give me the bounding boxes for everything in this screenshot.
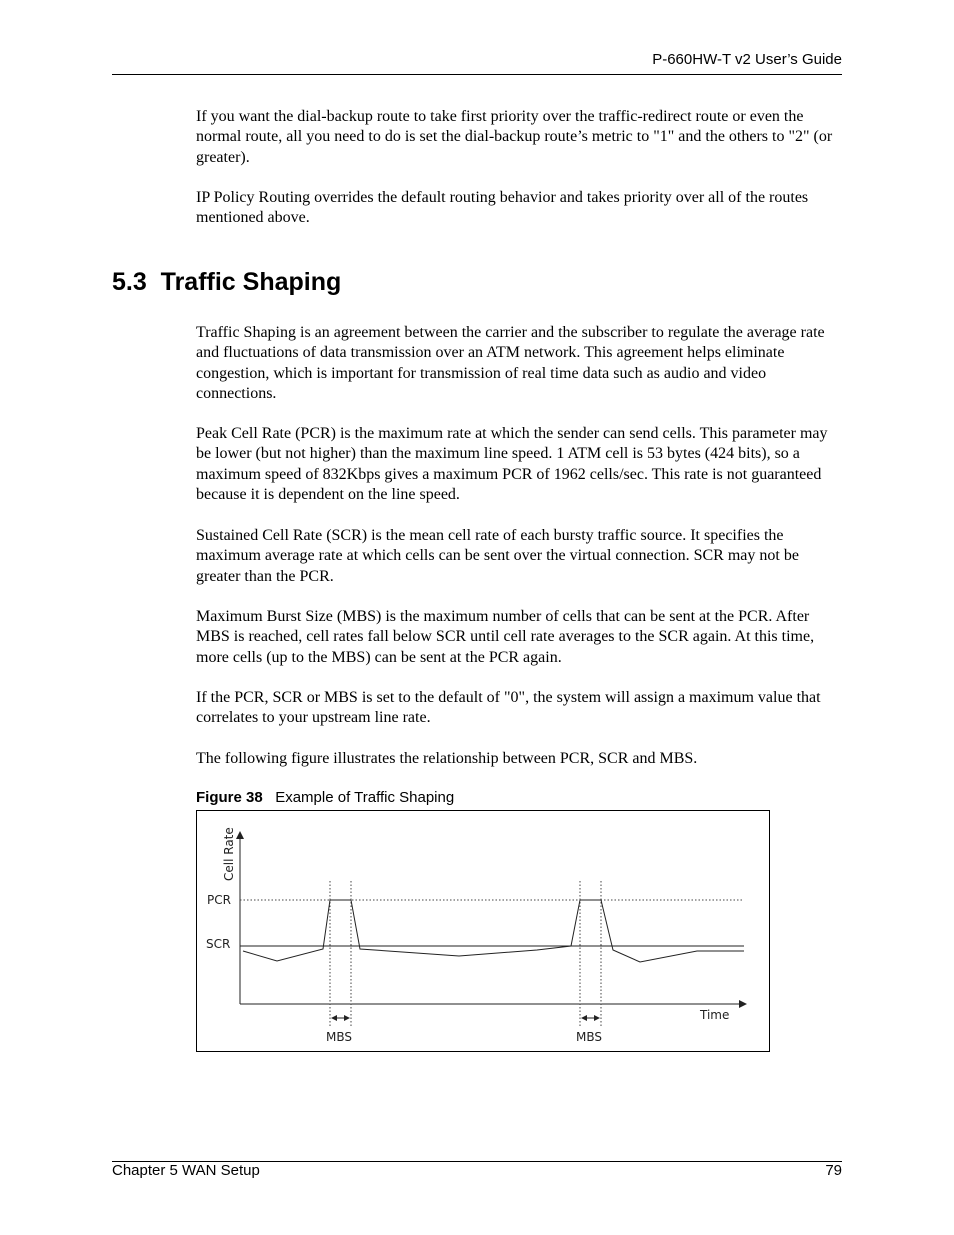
- intro-paragraph-1: If you want the dial-backup route to take first priority over the traffic-redirect route or even the normal route, all you need to do is set the dial-backup route’s metric to "1" and the others to "2" (or greater).: [196, 108, 833, 166]
- figure-label: Figure 38: [196, 789, 263, 806]
- traffic-shaping-figure: [196, 810, 770, 1052]
- y-axis-label: Cell Rate: [222, 827, 236, 881]
- paragraph-pcr: Peak Cell Rate (PCR) is the maximum rate at which the sender can send cells. This parameter may be lower (but not higher) than the maximum line speed. 1 ATM cell is 53 bytes (424 bits), so a maximum speed of 832Kbps gives a maximum PCR of 1962 cells/sec. This rate is not guaranteed because it is dependent on the line speed.: [196, 425, 828, 503]
- figure-title: Example of Traffic Shaping: [275, 789, 455, 806]
- paragraph-scr: Sustained Cell Rate (SCR) is the mean cell rate of each bursty traffic source. It specifies the maximum average rate at which cells can be sent over the virtual connection. SCR may not be greater than the PCR.: [196, 527, 799, 585]
- footer-page-number: 79: [825, 1162, 842, 1179]
- paragraph-figure-intro: The following figure illustrates the relationship between PCR, SCR and MBS.: [196, 750, 698, 767]
- paragraph-defaults: If the PCR, SCR or MBS is set to the default of "0", the system will assign a maximum value that correlates to your upstream line rate.: [196, 689, 821, 727]
- header-rule: [112, 74, 842, 75]
- section-title: Traffic Shaping: [160, 268, 342, 296]
- traffic-shaping-diagram: [197, 811, 769, 1051]
- footer-chapter: Chapter 5 WAN Setup: [112, 1162, 260, 1179]
- scr-label: SCR: [206, 937, 231, 951]
- cell-rate-trace: [243, 900, 744, 962]
- intro-paragraph-2: IP Policy Routing overrides the default routing behavior and takes priority over all of the routes mentioned above.: [196, 189, 809, 227]
- pcr-label: PCR: [207, 893, 231, 907]
- x-axis-label: Time: [700, 1008, 730, 1022]
- guide-title: P-660HW-T v2 User’s Guide: [652, 51, 842, 68]
- paragraph-traffic-shaping: Traffic Shaping is an agreement between the carrier and the subscriber to regulate the average rate and fluctuations of data transmission over an ATM network. This agreement helps eliminate congestion, which is important for transmission of real time data such as audio and video connections.: [196, 324, 825, 402]
- section-number: 5.3: [112, 268, 147, 296]
- mbs-label-1: MBS: [326, 1030, 352, 1044]
- section-heading: [112, 268, 341, 297]
- mbs-label-2: MBS: [576, 1030, 602, 1044]
- figure-caption: [196, 789, 454, 806]
- paragraph-mbs: Maximum Burst Size (MBS) is the maximum number of cells that can be sent at the PCR. After MBS is reached, cell rates fall below SCR until cell rate averages to the SCR again. At this time, more cells (up to the MBS) can be sent at the PCR again.: [196, 608, 815, 666]
